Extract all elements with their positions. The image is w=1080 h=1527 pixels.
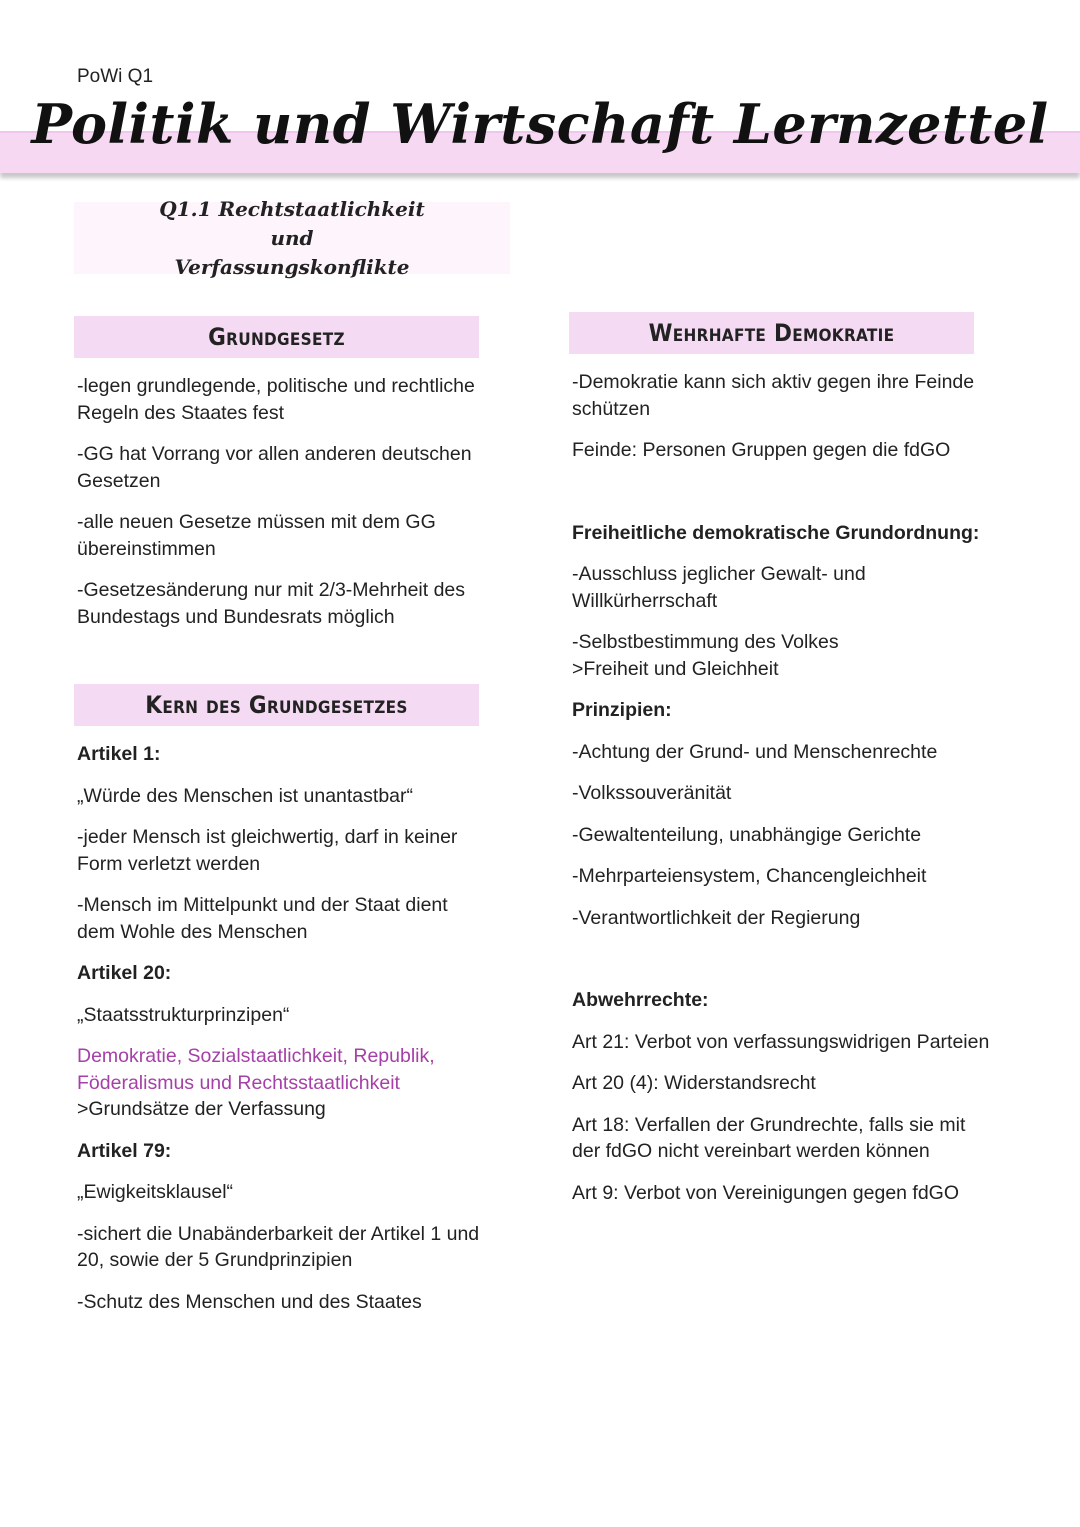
- artikel-20-principles: Demokratie, Sozialstaatlichkeit, Republik, Föderalismus und Rechtsstaatlichkeit: [77, 1045, 435, 1094]
- abwehrrechte-label: Abwehrrechte:: [572, 989, 709, 1011]
- feinde-line: Feinde: Personen Gruppen gegen die fdGO: [572, 439, 951, 461]
- prinzip-item: -Achtung der Grund- und Menschenrechte: [572, 740, 938, 763]
- abwehr-item: Art 18: Verfallen der Grundrechte, falls sie mit der fdGO nicht vereinbart werden können: [572, 1113, 966, 1162]
- artikel-79-item: -sichert die Unabänderbarkeit der Artikel 1 und 20, sowie der 5 Grundprinzipien: [77, 1222, 480, 1271]
- fdgo-item: -Ausschluss jeglicher Gewalt- und Willkürherrschaft: [572, 563, 866, 612]
- wehrhaft-content: [572, 369, 1012, 1206]
- wehrhaft-intro: -Demokratie kann sich aktiv gegen ihre Feinde schützen: [572, 371, 975, 420]
- grundgesetz-item: -GG hat Vorrang vor allen anderen deutschen Gesetzen: [77, 443, 472, 492]
- artikel-1-item: -jeder Mensch ist gleichwertig, darf in keiner Form verletzt werden: [77, 826, 458, 875]
- grundgesetz-item: -legen grundlegende, politische und rechtliche Regeln des Staates fest: [77, 375, 475, 424]
- artikel-20-quote: „Staatsstrukturprinzipen“: [77, 1003, 290, 1026]
- artikel-1-item: -Mensch im Mittelpunkt und der Staat dient dem Wohle des Menschen: [77, 894, 448, 943]
- kern-content: [77, 741, 517, 1315]
- fdgo-item: -Selbstbestimmung des Volkes: [572, 631, 839, 653]
- artikel-1-quote: „Würde des Menschen ist unantastbar“: [77, 784, 413, 807]
- topic-box: [74, 196, 510, 279]
- topic-line-1: Q1.1 Rechtstaatlichkeit und: [159, 196, 425, 250]
- prinzip-item: -Volkssouveränität: [572, 782, 732, 804]
- wehrhaft-heading: Wehrhafte Demokratie: [569, 312, 974, 354]
- fdgo-label: Freiheitliche demokratische Grundordnung:: [572, 521, 980, 544]
- topic-line-2: Verfassungskonflikte: [174, 254, 410, 279]
- course-label: PoWi Q1: [77, 66, 154, 87]
- grundgesetz-heading: Grundgesetz: [74, 316, 479, 358]
- grundgesetz-item: -alle neuen Gesetze müssen mit dem GG übereinstimmen: [77, 511, 436, 560]
- fdgo-item-note: >Freiheit und Gleichheit: [572, 657, 779, 680]
- grundgesetz-list: [77, 373, 507, 630]
- prinzip-item: -Gewaltenteilung, unabhängige Gerichte: [572, 823, 922, 846]
- page-title: Politik und Wirtschaft Lernzettel: [31, 92, 1049, 156]
- prinzipien-label: Prinzipien:: [572, 699, 672, 721]
- kern-heading: Kern des Grundgesetzes: [74, 684, 479, 726]
- abwehr-item: Art 20 (4): Widerstandsrecht: [572, 1072, 816, 1094]
- artikel-20-label: Artikel 20:: [77, 962, 172, 984]
- abwehr-item: Art 9: Verbot von Vereinigungen gegen fdGO: [572, 1181, 960, 1204]
- artikel-79-item: -Schutz des Menschen und des Staates: [77, 1290, 422, 1313]
- topic-title: [142, 195, 442, 282]
- grundgesetz-item: -Gesetzesänderung nur mit 2/3-Mehrheit des Bundestags und Bundesrats möglich: [77, 579, 466, 628]
- artikel-1-label: Artikel 1:: [77, 743, 161, 765]
- artikel-79-quote: „Ewigkeitsklausel“: [77, 1181, 234, 1203]
- prinzip-item: -Mehrparteiensystem, Chancengleichheit: [572, 865, 927, 887]
- prinzip-item: -Verantwortlichkeit der Regierung: [572, 906, 861, 929]
- artikel-79-label: Artikel 79:: [77, 1139, 172, 1162]
- artikel-20-note: >Grundsätze der Verfassung: [77, 1098, 326, 1120]
- abwehr-item: Art 21: Verbot von verfassungswidrigen Parteien: [572, 1030, 990, 1053]
